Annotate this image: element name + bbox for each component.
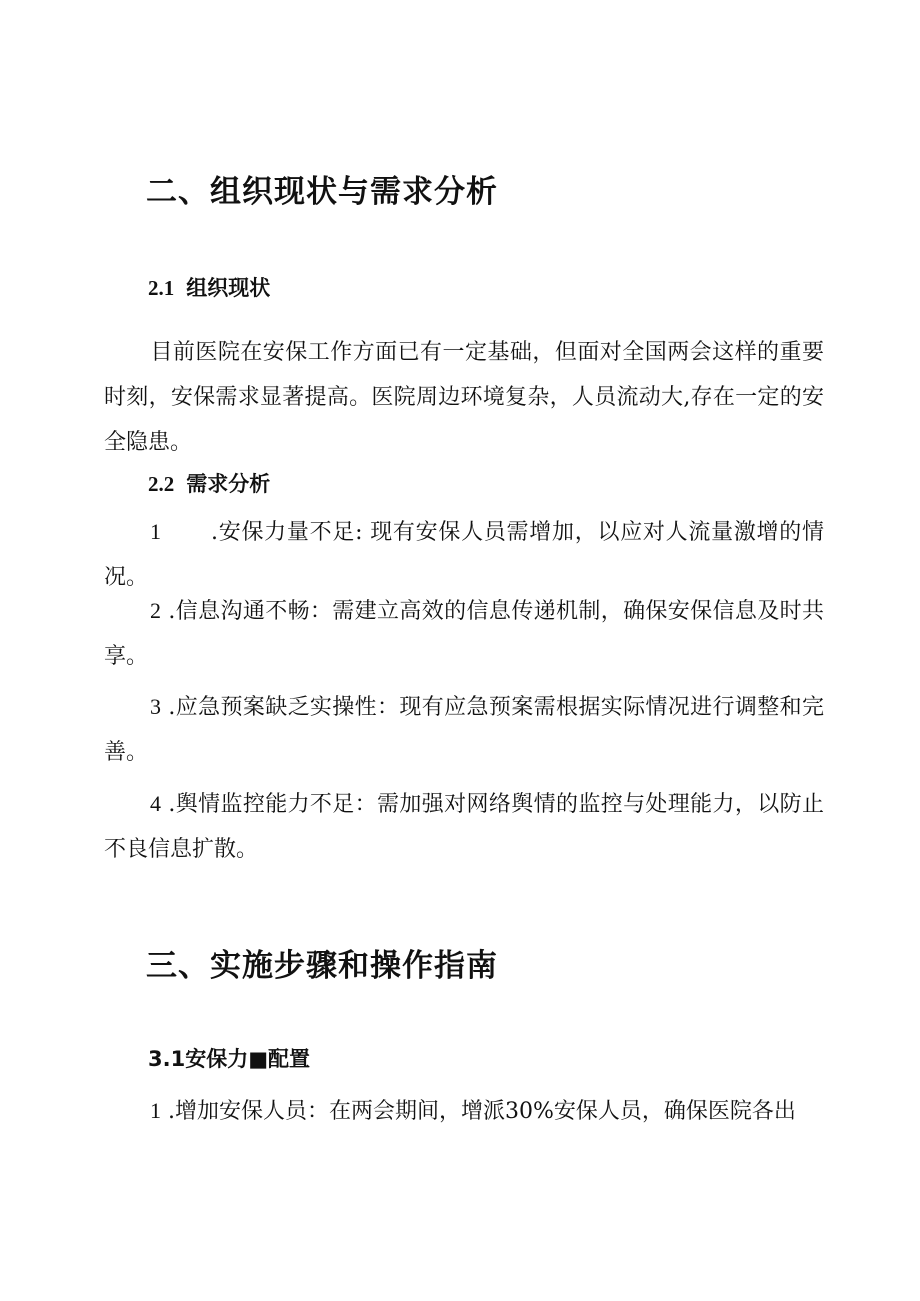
section-2-1-number: 2.1 (148, 276, 175, 300)
list-item-number: 2 (150, 598, 161, 623)
section-2-1-paragraph (104, 330, 824, 465)
list-item-text: .应急预案缺乏实操性：现有应急预案需根据实际情况进行调整和完善。 (104, 695, 825, 765)
list-item (104, 781, 824, 872)
section-2-1-heading (148, 272, 270, 302)
section-2-2-title: 需求分析 (186, 472, 271, 496)
list-item-text: .信息沟通不畅：需建立高效的信息传递机制，确保安保信息及时共享。 (104, 599, 825, 669)
section-2-1-text: 目前医院在安保工作方面已有一定基础，但面对全国两会这样的重要时刻，安保需求显著提高。医院周边环境复杂，人员流动大,存在一定的安全隐患。 (104, 340, 824, 455)
section-2-1-title: 组织现状 (186, 276, 271, 300)
section-3-heading: 三、实施步骤和操作指南 (146, 948, 498, 984)
list-item-number: 1 (150, 1098, 161, 1123)
section-3-1-heading: 3.1安保力■配置 (148, 1047, 311, 1071)
section-2-2-number: 2.2 (148, 472, 175, 496)
list-item-text: .舆情监控能力不足：需加强对网络舆情的监控与处理能力，以防止不良信息扩散。 (104, 792, 825, 862)
list-item-number: 3 (150, 694, 161, 719)
list-item-text: .增加安保人员：在两会期间，增派30%安保人员，确保医院各出 (168, 1099, 796, 1124)
list-item (104, 509, 824, 600)
list-item-text: .安保力量不足: 现有安保人员需增加，以应对人流量激增的情况。 (104, 520, 824, 590)
list-item (104, 684, 824, 775)
list-item (104, 588, 824, 679)
section-2-2-heading (148, 468, 270, 498)
list-item (104, 1088, 824, 1134)
section-2-heading: 二、组织现状与需求分析 (146, 174, 498, 210)
list-item-number: 1 (150, 519, 161, 544)
list-item-number: 4 (150, 791, 161, 816)
